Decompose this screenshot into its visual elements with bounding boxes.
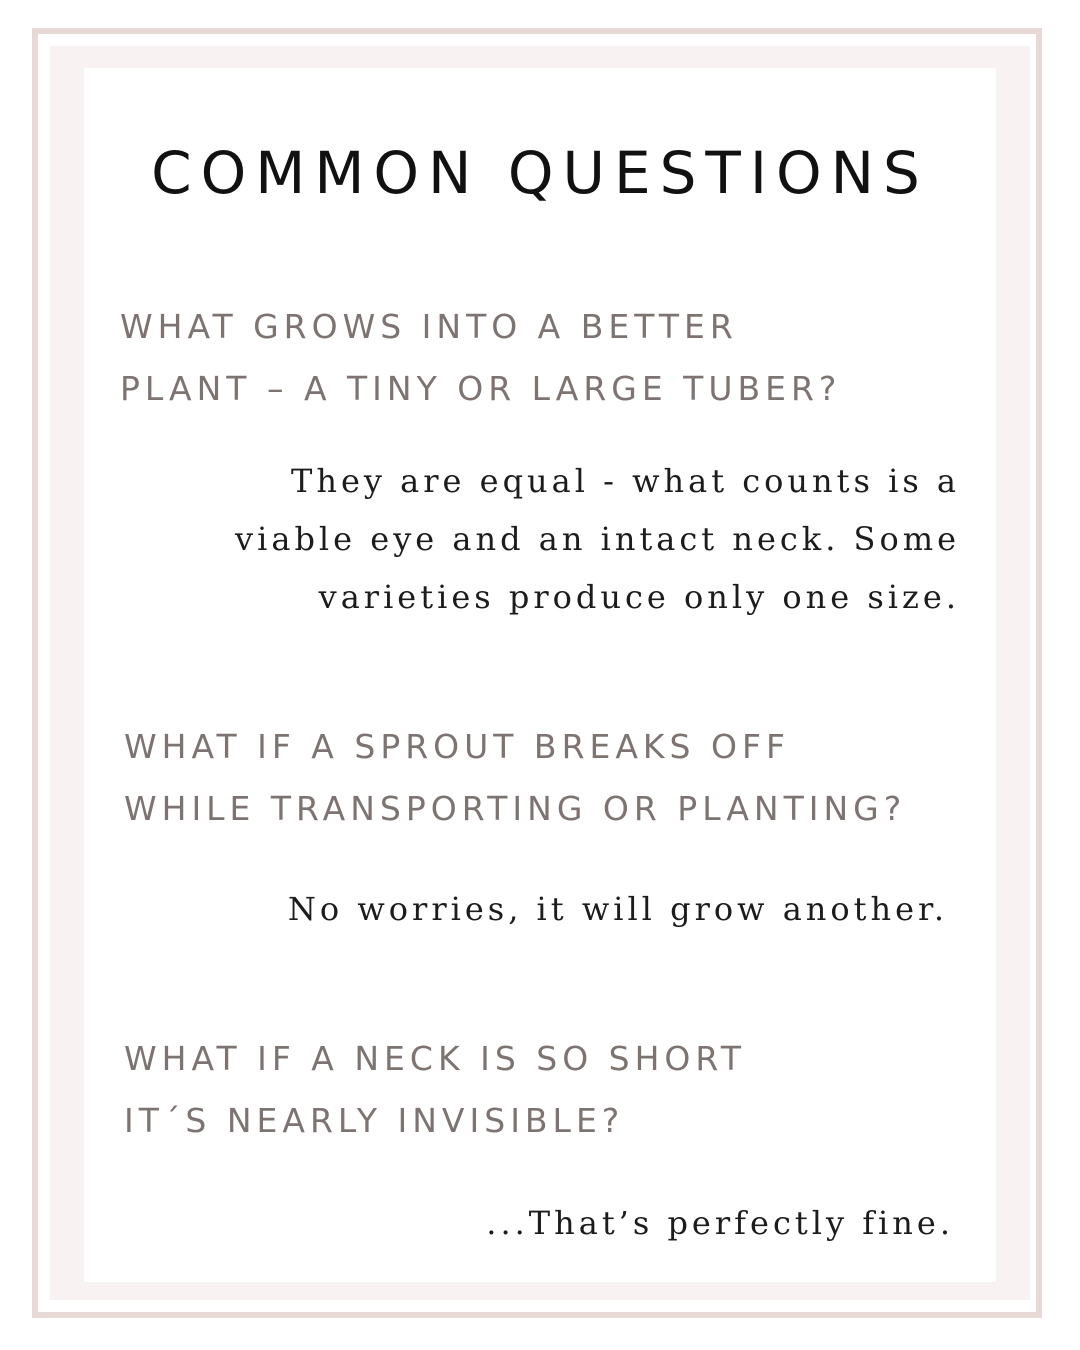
faq-answer-1-line-3: varieties produce only one size. bbox=[318, 578, 960, 616]
faq-question-3 bbox=[124, 1028, 746, 1152]
faq-question-1-line-2: PLANT – A TINY OR LARGE TUBER? bbox=[120, 369, 842, 408]
faq-answer-3 bbox=[486, 1194, 954, 1252]
faq-question-3-line-1: WHAT IF A NECK IS SO SHORT bbox=[124, 1039, 747, 1078]
faq-question-2 bbox=[124, 716, 906, 840]
faq-answer-3-line-1: ...That’s perfectly fine. bbox=[486, 1204, 954, 1242]
faq-question-1-line-1: WHAT GROWS INTO A BETTER bbox=[120, 307, 738, 346]
faq-question-2-line-2: WHILE TRANSPORTING OR PLANTING? bbox=[124, 789, 907, 828]
faq-answer-1-line-1: They are equal - what counts is a bbox=[291, 462, 960, 500]
faq-answer-2-line-1: No worries, it will grow another. bbox=[287, 890, 948, 928]
faq-question-2-line-1: WHAT IF A SPROUT BREAKS OFF bbox=[124, 727, 790, 766]
page-title: COMMON QUESTIONS bbox=[151, 139, 929, 207]
faq-answer-1-line-2: viable eye and an intact neck. Some bbox=[235, 520, 960, 558]
faq-question-3-line-2: IT´S NEARLY INVISIBLE? bbox=[124, 1101, 625, 1140]
faq-question-1 bbox=[120, 296, 841, 420]
faq-answer-2 bbox=[288, 880, 948, 938]
faq-answer-1 bbox=[235, 452, 960, 626]
